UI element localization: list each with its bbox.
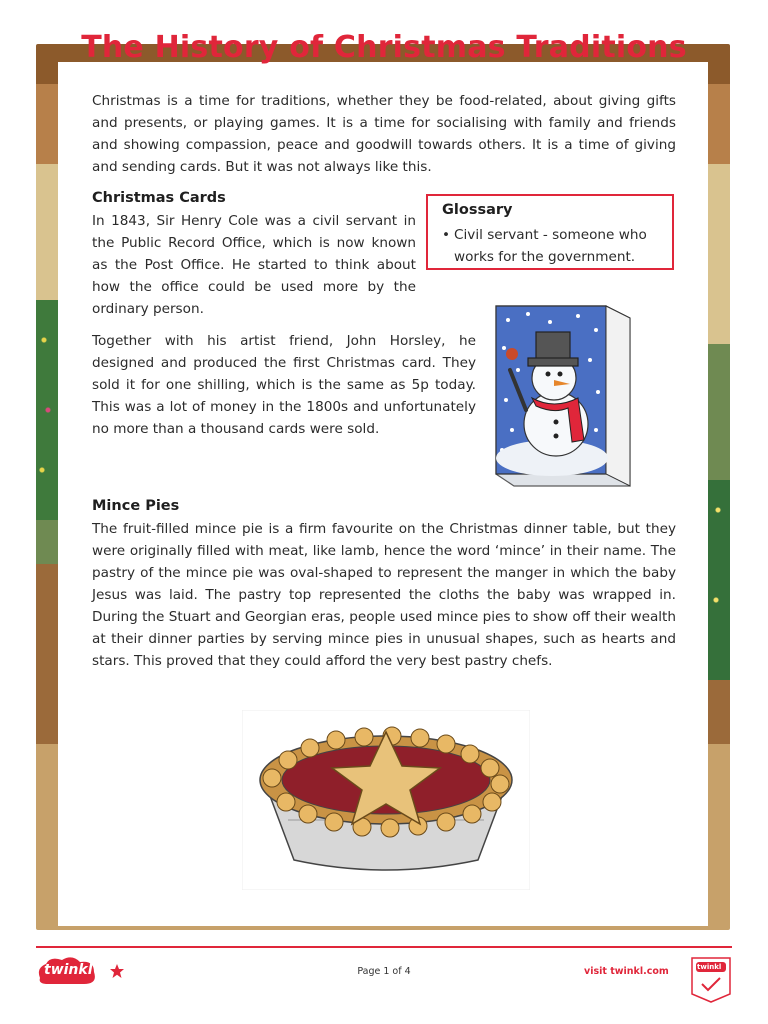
page-title: The History of Christmas Traditions	[81, 30, 687, 65]
snowman-card-icon	[488, 300, 638, 490]
section-heading-christmas-cards: Christmas Cards	[92, 190, 226, 206]
mince-pies-paragraph: The fruit-filled mince pie is a firm favourite on the Christmas dinner table, but they were originally filled with meat, like lamb, hence the word ‘mince’ in their name. The pastry of the mince pie was oval-shaped to represent the manger in which the baby Jesus was laid. The pastry top represented the cloths the baby was wrapped in. During the Stuart and Georgian eras, people used mince pies to show off their wealth at their dinner parties by serving mince pies in unusual shapes, such as hearts and stars. This proved that they could afford the very best pastry chefs.	[92, 521, 676, 669]
visit-twinkl-link[interactable]: visit twinkl.com	[584, 966, 669, 977]
glossary-item	[442, 224, 668, 268]
footer-divider	[36, 946, 732, 948]
glossary-bullet: •	[442, 227, 451, 243]
christmas-tree-decoration-left	[36, 300, 58, 520]
glossary-title: Glossary	[442, 202, 513, 218]
quality-badge-label: twinkl	[697, 963, 722, 971]
quality-badge-icon	[688, 954, 734, 1004]
christmas-cards-paragraph-1: In 1843, Sir Henry Cole was a civil servant in the Public Record Office, which is now known as the Post Office. He started to think about how the office could be used more by the ordinary person.	[92, 213, 416, 317]
mince-pie-icon	[242, 710, 530, 890]
christmas-cards-paragraph-2: Together with his artist friend, John Horsley, he designed and produced the first Christmas card. They sold it for one shilling, which is the same as 5p today. This was a lot of money in the 1800s and unfortunately no more than a thousand cards were sold.	[92, 333, 476, 437]
christmas-tree-decoration-right	[708, 480, 730, 680]
twinkl-logo-text[interactable]: twinkl	[44, 962, 93, 978]
page-number: Page 1 of 4	[357, 966, 411, 977]
intro-paragraph: Christmas is a time for traditions, whether they be food-related, about giving gifts and presents, or playing games. It is a time for socialising with family and friends and showing compassion, peace and goodwill towards others. It is a time of giving and sending cards. But it was not always like this.	[92, 93, 676, 175]
glossary-definition: Civil servant - someone who works for the government.	[454, 227, 647, 265]
glossary-box	[426, 194, 674, 270]
section-heading-mince-pies: Mince Pies	[92, 498, 180, 514]
